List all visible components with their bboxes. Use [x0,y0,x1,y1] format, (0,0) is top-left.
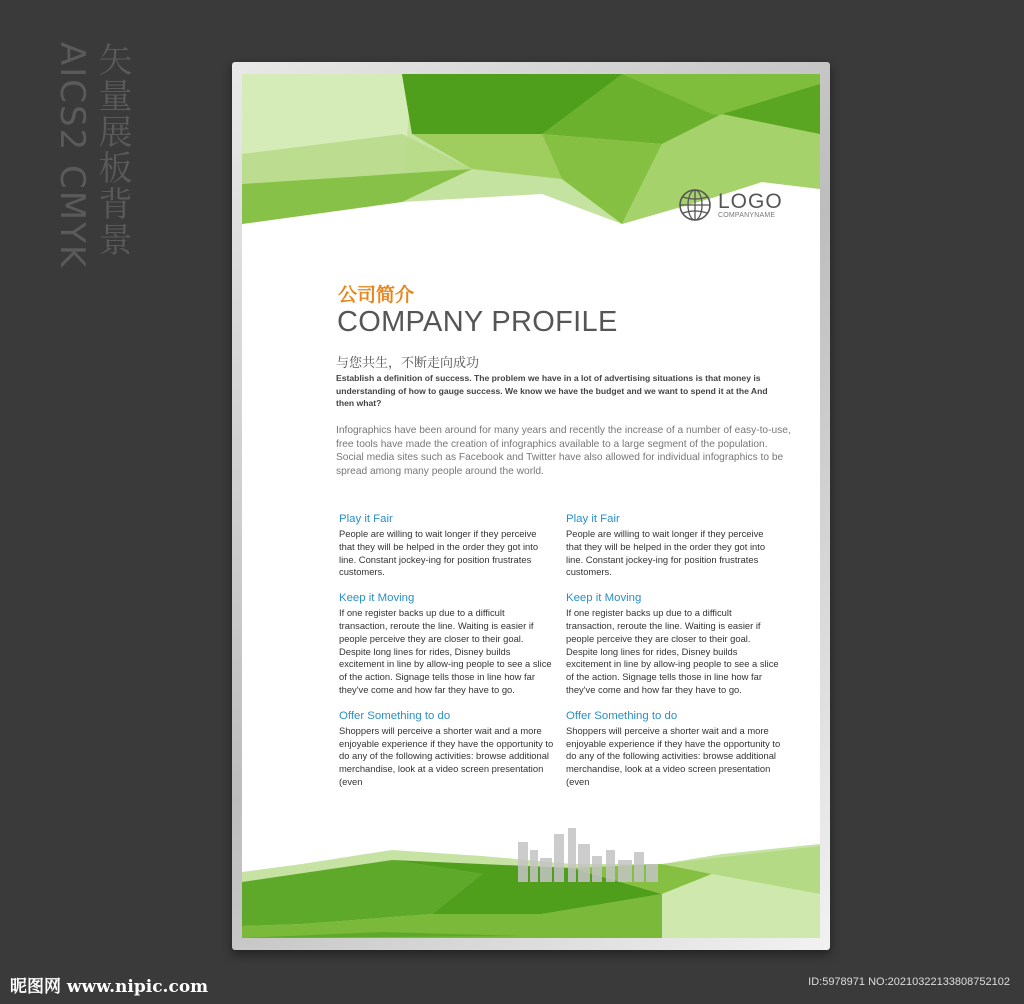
watermark-id: ID:5978971 NO:20210322133808752102 [808,976,1010,988]
intro-bold-text: Establish a definition of success. The problem we have in a lot of advertising situations is that money is understanding of how to gauge success. We know we have the budget and we want to spend it at the And then what? [336,373,768,408]
section-body: Shoppers will perceive a shorter wait and a more enjoyable experience if they have the opportunity to do any of the following activities: browse additional merchandise, look at a video screen presentation (even [566,724,781,787]
section-heading: Keep it Moving [339,592,415,605]
logo-text: LOGO [718,189,783,213]
section-heading: Play it Fair [566,513,620,525]
intro-paragraph: Infographics have been around for many years and recently the increase of a number of easy-to-use, free tools have made the creation of infographics available to a large segment of the population. Social media sites such as Facebook and Twitter have also allowed for individual infographics to be spread among many people around the world. [336,425,791,477]
section-heading: Offer Something to do [339,709,451,722]
watermark-site: 昵图网 www.nipic.com [10,977,209,997]
section-body: If one register backs up due to a difficult transaction, reroute the line. Waiting is easier if people perceive they are closer to their goal. Despite long lines for rides, Disney builds excitement in line by allow-ing people to see a slice of the action. Signage tells those in line how far they've come and how far they have to go. [566,607,779,695]
section-body: If one register backs up due to a difficult transaction, reroute the line. Waiting is easier if people perceive they are closer to their goal. Despite long lines for rides, Disney builds excitement in line by allow-ing people to see a slice of the action. Signage tells those in line how far they've come and how far they have to go. [339,607,552,695]
section-heading: Offer Something to do [566,709,678,722]
side-caption [52,42,132,269]
poster [242,74,820,938]
side-caption-line-cn: 矢量展板背景 [92,42,132,258]
section-heading: Keep it Moving [566,592,642,605]
globe-icon [678,188,712,222]
content-column-left [339,512,554,801]
slogan-chinese: 与您共生，不断走向成功 [336,356,480,371]
section-body: Shoppers will perceive a shorter wait and a more enjoyable experience if they have the opportunity to do any of the following activities: browse additional merchandise, look at a video screen presentation (even [339,724,554,787]
logo-company-name: COMPANYNAME [718,211,776,219]
page-title: COMPANY PROFILE [337,306,618,338]
section-body: People are willing to wait longer if they perceive that they will be helped in the order they got into line. Constant jockey-ing for position frustrates customers. [339,528,539,578]
logo [678,188,783,222]
side-caption-line-en: AICS2 CMYK [52,42,92,270]
title-chinese: 公司简介 [338,284,415,306]
content-column-right [566,512,781,801]
section-body: People are willing to wait longer if they perceive that they will be helped in the order they got into line. Constant jockey-ing for position frustrates customers. [566,528,766,578]
section-heading: Play it Fair [339,513,393,525]
